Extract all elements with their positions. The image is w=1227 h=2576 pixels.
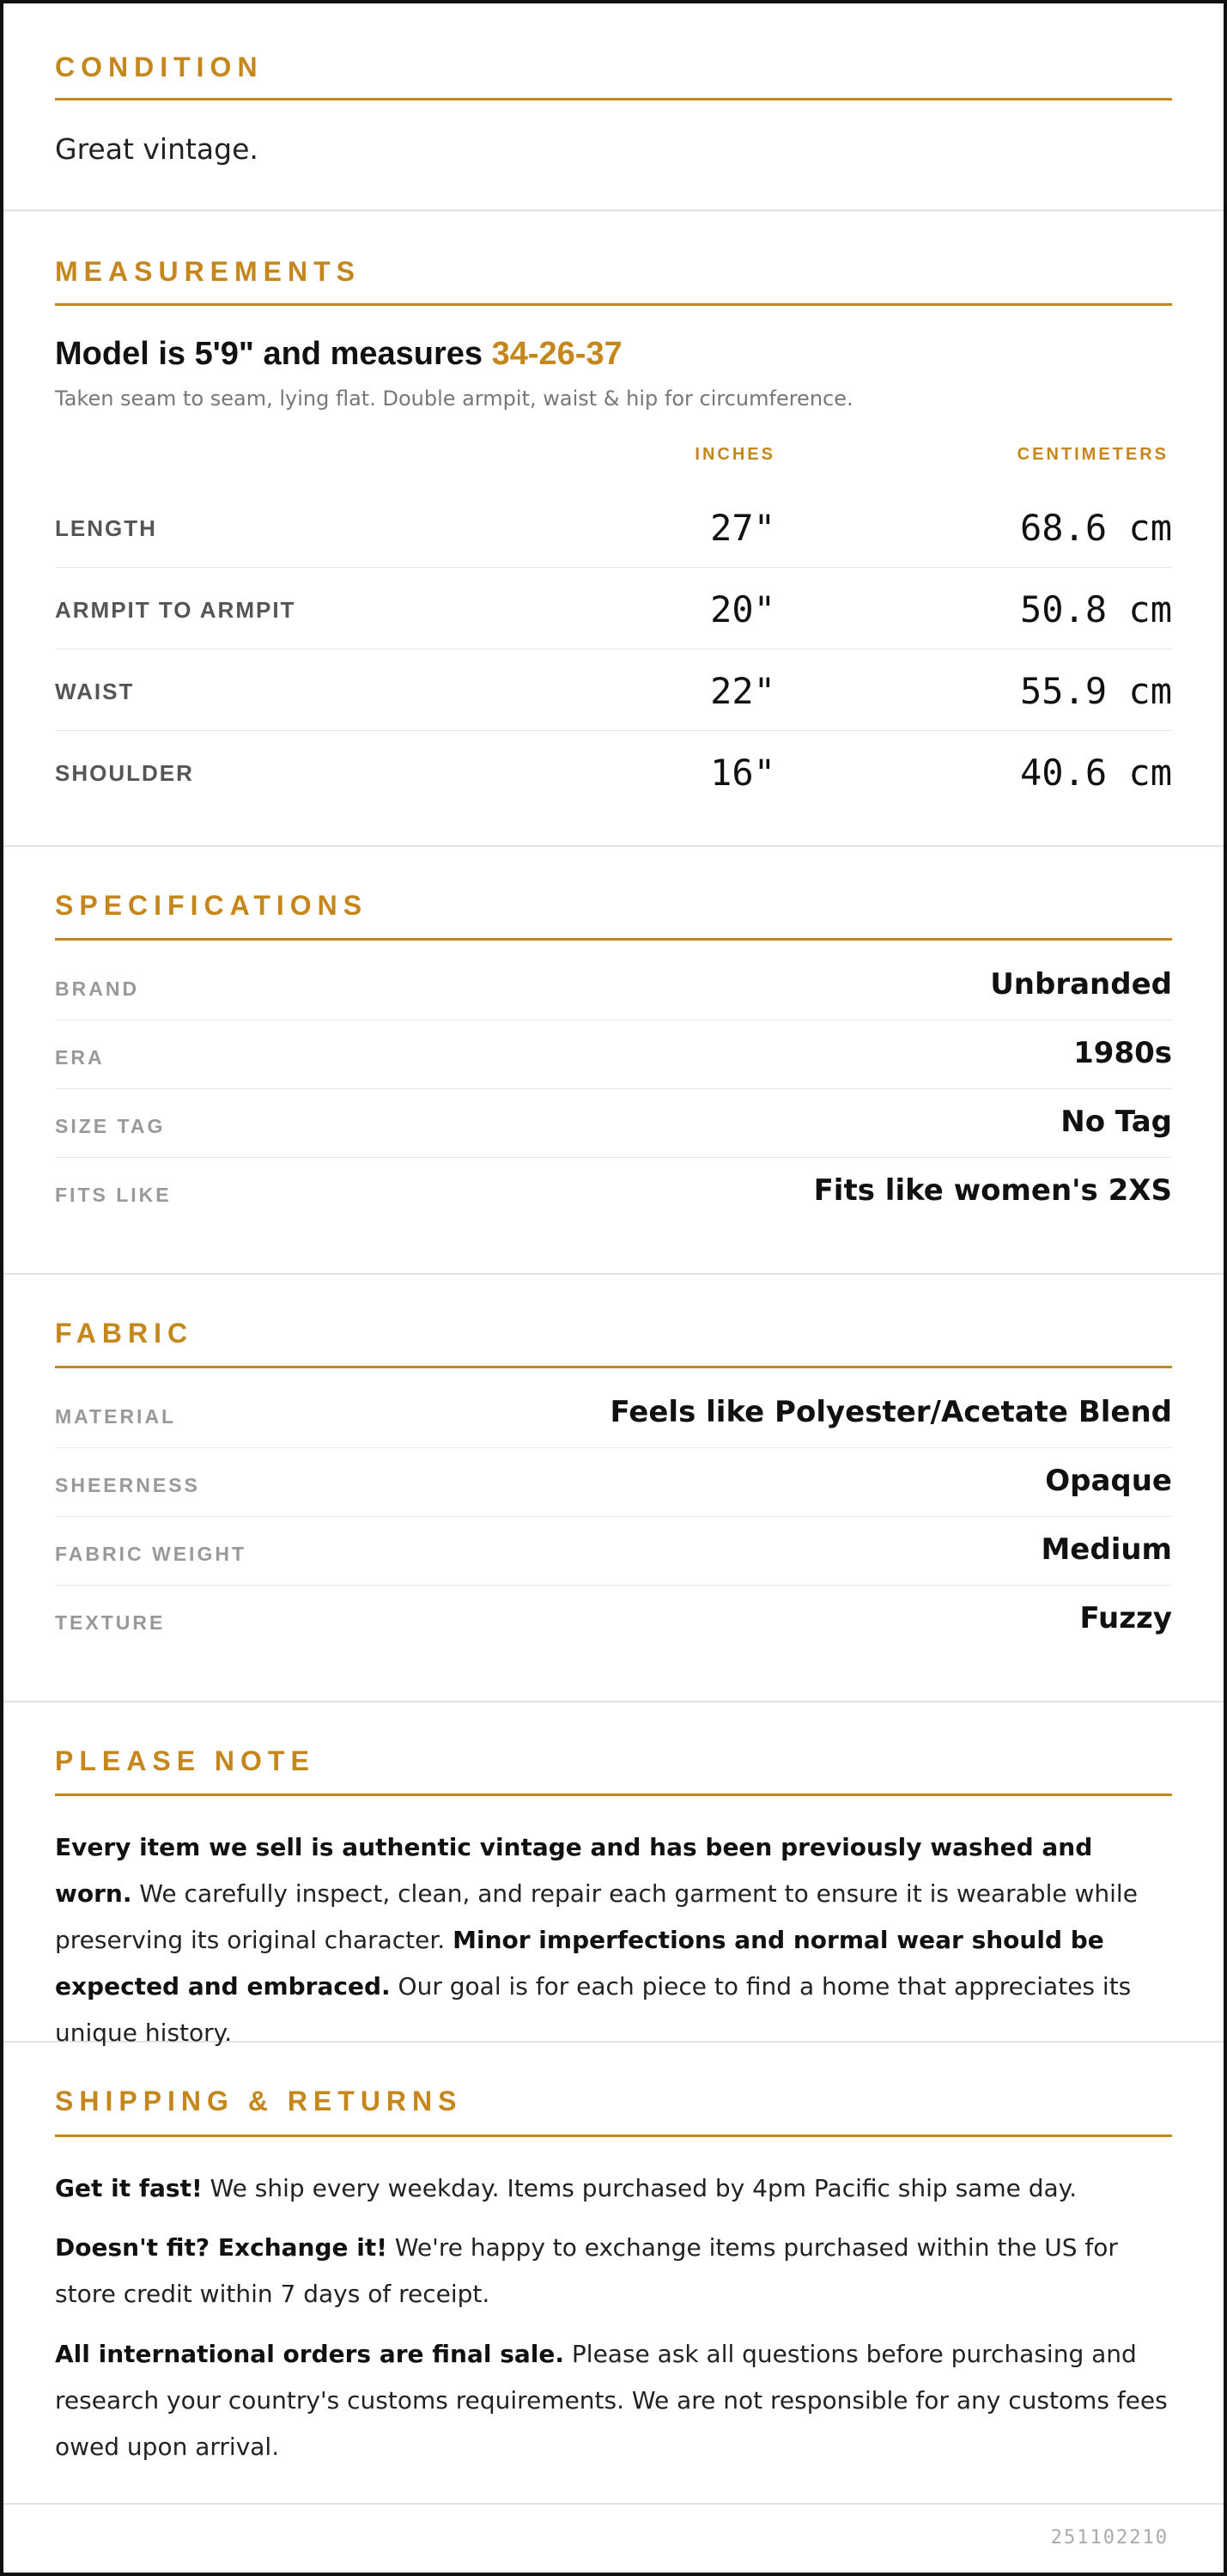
measurement-label: SHOULDER (55, 760, 194, 786)
section-divider (55, 1793, 1172, 1796)
centimeters-column-header: CENTIMETERS (1017, 445, 1169, 464)
fabric-label: SHEERNESS (55, 1474, 200, 1496)
spec-value: No Tag (1060, 1105, 1172, 1139)
shipping-paragraph-exchange (55, 2225, 1172, 2317)
measurement-inches: 20" (710, 588, 775, 630)
fabric-row-weight (55, 1517, 1172, 1586)
measurements-note: Taken seam to seam, lying flat. Double armpit, waist & hip for circumference. (55, 387, 853, 411)
model-prefix: Model is 5'9" and measures (55, 336, 492, 372)
shipping-bold-3: All international orders are final sale. (55, 2340, 565, 2368)
model-info (55, 336, 623, 373)
spec-value: 1980s (1073, 1036, 1172, 1070)
fabric-row-texture (55, 1586, 1172, 1654)
please-note-section (3, 1702, 1224, 2047)
fabric-value: Medium (1041, 1532, 1172, 1567)
fabric-value: Fuzzy (1079, 1601, 1172, 1635)
fabric-label: MATERIAL (55, 1405, 177, 1428)
shipping-text-3: Please ask all questions before purchasing and research your country's customs requirements. We are not responsible for any customs fees owed upon arrival. (55, 2340, 1168, 2461)
fabric-value: Opaque (1045, 1464, 1172, 1498)
measurement-label: ARMPIT TO ARMPIT (55, 597, 296, 623)
shipping-returns-section (3, 2043, 1224, 2505)
section-divider (55, 303, 1172, 306)
shipping-returns-heading: SHIPPING & RETURNS (55, 2086, 463, 2116)
shipping-text-1: We ship every weekday. Items purchased by 4pm Pacific ship same day. (202, 2174, 1078, 2202)
measurement-cm: 40.6 cm (1019, 752, 1172, 794)
measurement-label: LENGTH (55, 515, 157, 541)
fabric-heading: FABRIC (55, 1318, 194, 1349)
section-divider (55, 98, 1172, 100)
fabric-label: TEXTURE (55, 1611, 166, 1634)
fabric-label: FABRIC WEIGHT (55, 1543, 246, 1565)
fabric-row-material (55, 1379, 1172, 1448)
fabric-row-sheerness (55, 1448, 1172, 1517)
spec-label: SIZE TAG (55, 1115, 166, 1137)
shipping-paragraph-international (55, 2331, 1172, 2470)
spec-row-size-tag (55, 1089, 1172, 1158)
measurement-row (55, 486, 1172, 568)
model-measures: 34-26-37 (491, 336, 623, 372)
note-text-1: We carefully inspect, clean, and repair each garment to ensure it is wearable while preserving its original character. (55, 1879, 1138, 1954)
shipping-bold-1: Get it fast! (55, 2174, 203, 2202)
section-divider (55, 2134, 1172, 2137)
spec-row-fits-like (55, 1158, 1172, 1227)
measurement-row (55, 731, 1172, 813)
spec-value: Fits like women's 2XS (813, 1173, 1172, 1208)
note-text-2: Our goal is for each piece to find a home that appreciates its unique history. (55, 1972, 1132, 2047)
section-divider (55, 938, 1172, 941)
measurement-cm: 68.6 cm (1019, 507, 1172, 549)
specifications-section (3, 847, 1224, 1275)
note-bold-1: Every item we sell is authentic vintage and has been previously washed and worn. (55, 1833, 1093, 1908)
measurement-inches: 16" (710, 752, 775, 794)
product-code: 251102210 (1050, 2527, 1169, 2549)
spec-label: BRAND (55, 977, 140, 1000)
note-bold-2: Minor imperfections and normal wear should be expected and embraced. (55, 1926, 1104, 2001)
section-divider (55, 1366, 1172, 1368)
measurement-inches: 27" (710, 507, 775, 549)
shipping-bold-2: Doesn't fit? Exchange it! (55, 2233, 387, 2262)
condition-heading: CONDITION (55, 52, 264, 82)
please-note-heading: PLEASE NOTE (55, 1745, 315, 1776)
spec-label: FITS LIKE (55, 1184, 172, 1206)
spec-row-brand (55, 952, 1172, 1020)
measurement-row (55, 568, 1172, 649)
shipping-paragraph-fast (55, 2165, 1172, 2212)
fabric-value: Feels like Polyester/Acetate Blend (610, 1395, 1172, 1429)
inches-column-header: INCHES (695, 445, 775, 464)
specifications-heading: SPECIFICATIONS (55, 890, 368, 921)
measurement-label: WAIST (55, 679, 135, 704)
measurements-heading: MEASUREMENTS (55, 256, 361, 287)
measurements-section (3, 211, 1224, 847)
measurement-cm: 50.8 cm (1019, 588, 1172, 630)
measurement-row (55, 649, 1172, 731)
spec-row-era (55, 1020, 1172, 1089)
spec-label: ERA (55, 1046, 105, 1069)
condition-text: Great vintage. (55, 132, 258, 166)
shipping-text-2: We're happy to exchange items purchased within the US for store credit within 7 days of receipt. (55, 2233, 1118, 2308)
measurement-cm: 55.9 cm (1019, 670, 1172, 712)
measurement-inches: 22" (710, 670, 775, 712)
please-note-text (55, 1824, 1172, 2056)
condition-section (3, 3, 1224, 211)
fabric-section (3, 1275, 1224, 1702)
spec-value: Unbranded (990, 967, 1172, 1002)
